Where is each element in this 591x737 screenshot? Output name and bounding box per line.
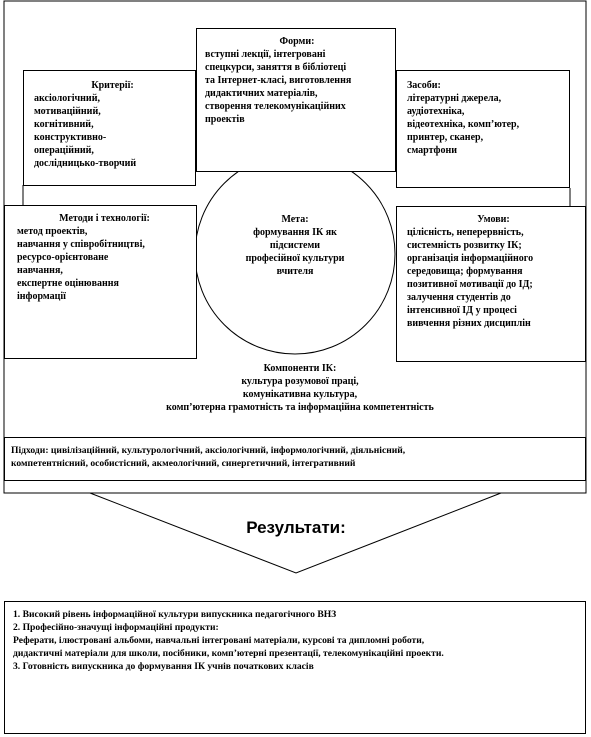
goal-line: професійної культури [245,253,345,264]
methods-line: ресурсо-орієнтоване [17,252,109,263]
criteria-line: мотиваційний, [34,106,101,117]
methods-line: навчання, [17,265,63,276]
conditions-line: залучення студентів до [407,292,511,303]
results-line: Реферати, ілюстровані альбоми, навчальні інтегровані матеріали, курсові та дипломні роботи, [13,635,425,646]
forms-line: створення телекомунікаційних [205,101,346,112]
methods-line: експертне оцінювання [17,278,119,289]
forms-title: Форми: [279,36,315,47]
forms-box [196,28,396,172]
results-box [4,601,586,734]
forms-line: та Інтернет-класі, виготовлення [205,75,352,86]
goal-line: вчителя [276,266,314,277]
conditions-line: середовища; формування [407,266,523,277]
criteria-line: операційний, [34,145,94,156]
means-box [396,70,570,188]
conditions-line: вивчення різних дисциплін [407,318,531,329]
criteria-line: когнітивний, [34,119,94,130]
approaches-box [4,437,586,481]
methods-title: Методи і технології: [59,213,150,224]
components-line: комп’ютерна грамотність та інформаційна компетентність [166,402,434,413]
goal-title: Мета: [281,214,309,225]
conditions-line: організація інформаційного [407,253,534,264]
conditions-line: цілісність, неперервність, [407,227,524,238]
forms-line: дидактичних матеріалів, [205,88,318,99]
means-line: принтер, сканер, [407,132,484,143]
approaches-line: Підходи: цивілізаційний, культурологічний, аксіологічний, інформологічний, діяльнісний, [11,445,406,456]
criteria-line: конструктивно- [34,132,107,143]
means-title: Засоби: [407,80,441,91]
results-line: 2. Професійно-значущі інформаційні продукти: [13,622,219,633]
forms-line: проектів [205,114,245,125]
results-line: 3. Готовність випускника до формування ІК учнів початкових класів [13,661,314,672]
means-line: літературні джерела, [407,93,502,104]
forms-line: вступні лекції, інтегровані [205,49,326,60]
conditions-title: Умови: [477,214,510,225]
conditions-line: інтенсивної ІД у процесі [407,305,517,316]
results-label: Результати: [246,518,346,537]
methods-box [4,205,197,359]
methods-line: навчання у співробітництві, [17,239,145,250]
methods-line: інформації [17,291,66,302]
conditions-line: системність розвитку ІК; [407,240,522,251]
methods-line: метод проектів, [17,226,88,237]
means-line: аудіотехніка, [407,106,465,117]
criteria-line: аксіологічний, [34,93,100,104]
forms-line: спецкурси, заняття в бібліотеці [205,62,347,73]
means-line: смартфони [407,145,457,156]
goal-text [215,213,375,278]
approaches-line: компетентнісний, особистісний, акмеологічний, синергетичний, інтегративний [11,458,356,469]
criteria-box [23,70,196,186]
components-line: культура розумової праці, [241,376,359,387]
criteria-title: Критерії: [91,80,134,91]
components-title: Компоненти ІК: [263,363,337,374]
goal-line: формування ІК як [253,227,337,238]
components-block [100,362,500,414]
conditions-line: позитивної мотивації до ІД; [407,279,533,290]
means-line: відеотехніка, комп’ютер, [407,119,520,130]
conditions-box [396,206,586,362]
components-line: комунікативна культура, [242,389,358,400]
goal-line: підсистеми [269,240,321,251]
criteria-line: дослідницько-творчий [34,158,137,169]
results-line: 1. Високий рівень інформаційної культури випускника педагогічного ВНЗ [13,609,337,620]
results-line: дидактичні матеріали для школи, посібники, комп’ютерні презентації, телекомунікаційні проекти. [13,648,444,659]
